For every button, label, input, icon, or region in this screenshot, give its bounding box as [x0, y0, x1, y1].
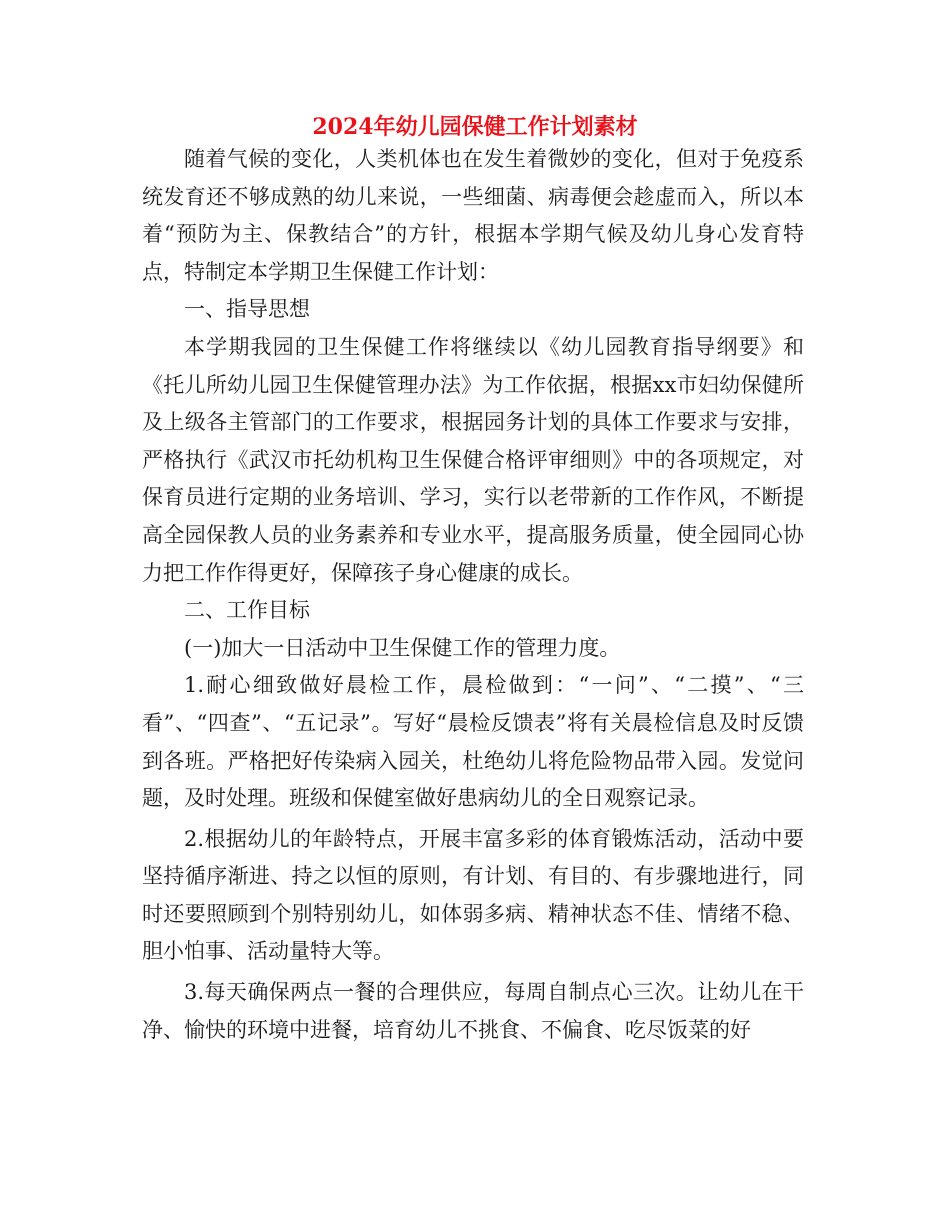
intro-paragraph: 随着气候的变化，人类机体也在发生着微妙的变化，但对于免疫系统发育还不够成熟的幼儿来说，一些细菌、病毒便会趁虚而入，所以本着“预防为主、保教结合”的方针，根据本学期气候及幼儿身心发育特点，特制定本学期卫生保健工作计划：: [142, 147, 804, 284]
item-physical-exercise: 2.根据幼儿的年龄特点，开展丰富多彩的体育锻炼活动，活动中要坚持循序渐进、持之以恒的原则，有计划、有目的、有步骤地进行，同时还要照顾到个别特别幼儿，如体弱多病、精神状态不佳、情绪不稳、胆小怕事、活动量特大等。: [142, 826, 804, 964]
guiding-ideology-paragraph: 本学期我园的卫生保健工作将继续以《幼儿园教育指导纲要》和《托儿所幼儿园卫生保健管理办法》为工作依据，根据xx市妇幼保健所及上级各主管部门的工作要求，根据园务计划的具体工作要求与安排，严格执行《武汉市托幼机构卫生保健合格评审细则》中的各项规定，对保育员进行定期的业务培训、学习，实行以老带新的工作作风，不断提高全园保教人员的业务素养和专业水平，提高服务质量，使全园同心协力把工作作得更好，保障孩子身心健康的成长。: [142, 334, 804, 585]
document-title: 2024年幼儿园保健工作计划素材: [312, 114, 638, 140]
document-body: [142, 141, 804, 1049]
item-morning-check: 1.耐心细致做好晨检工作，晨检做到：“一问”、“二摸”、“三看”、“四查”、“五记录”。写好“晨检反馈表”将有关晨检信息及时反馈到各班。严格把好传染病入园关，杜绝幼儿将危险物品带入园。发觉问题，及时处理。班级和保健室做好患病幼儿的全日观察记录。: [142, 673, 804, 811]
section-heading-guiding-ideology: 一、指导思想: [184, 297, 310, 322]
item-meal-supply: 3.每天确保两点一餐的合理供应，每周自制点心三次。让幼儿在干净、愉快的环境中进餐，培育幼儿不挑食、不偏食、吃尽饭菜的好: [142, 980, 804, 1042]
subsection-heading-daily-management: (一)加大一日活动中卫生保健工作的管理力度。: [184, 635, 621, 660]
section-heading-work-goals: 二、工作目标: [184, 598, 310, 623]
